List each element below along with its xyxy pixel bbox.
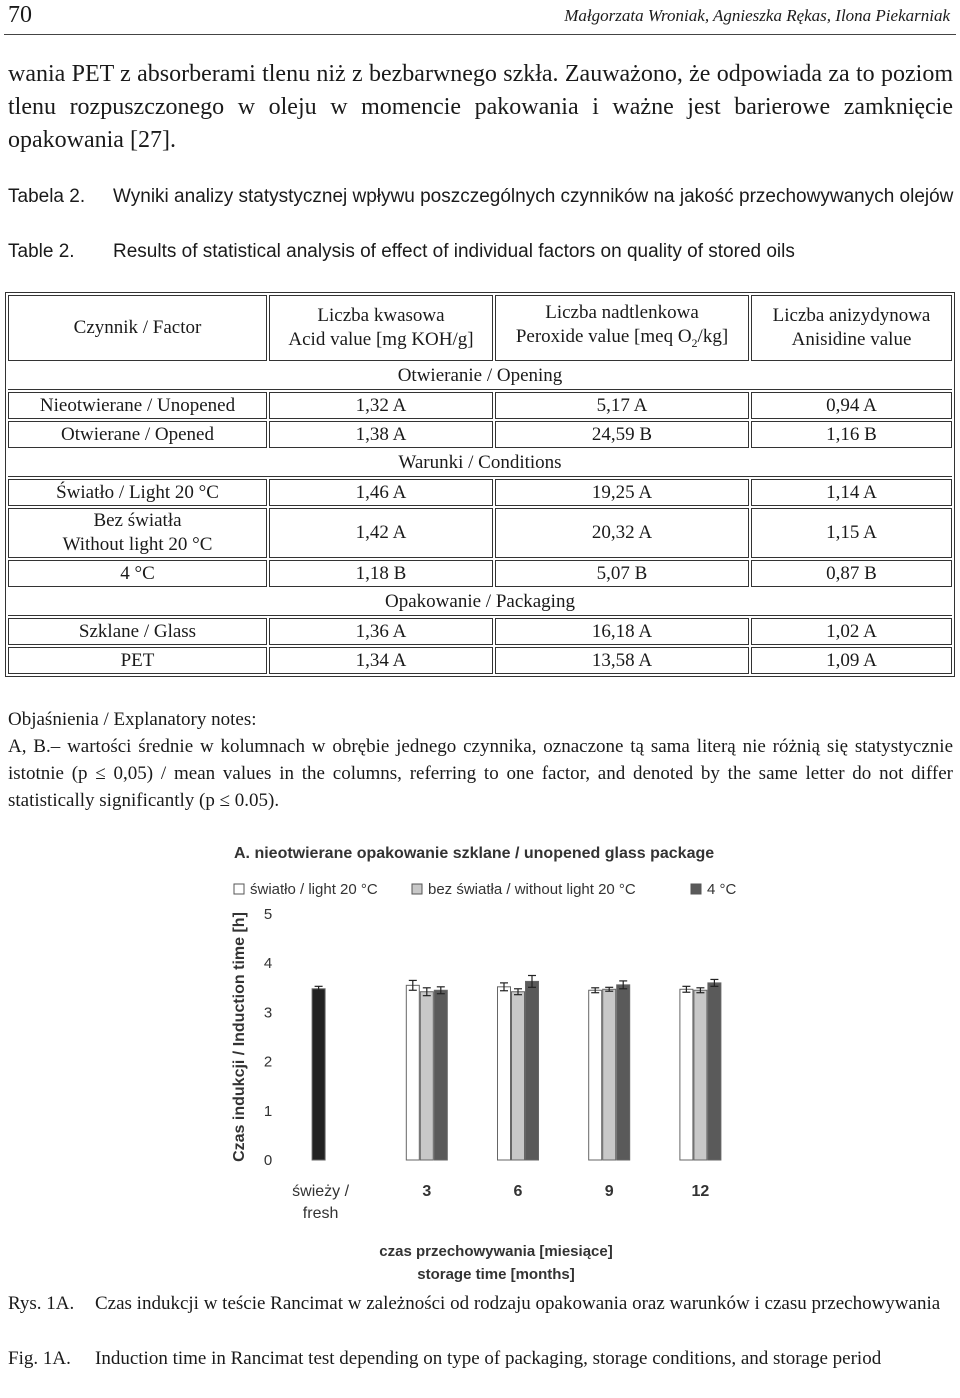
section-row [8, 589, 952, 616]
section-title: Warunki / Conditions [8, 450, 952, 477]
header-anisidine-pl: Liczba anizydynowa [772, 305, 931, 326]
cell-factor: Światło / Light 20 °C [8, 479, 267, 506]
header-rule [4, 34, 956, 35]
table-body [8, 363, 952, 674]
table-caption-pl-label: Tabela 2. [8, 186, 86, 207]
bar-dark [420, 992, 433, 1160]
cell-acid: 1,46 A [269, 479, 493, 506]
cell-factor: Nieotwierane / Unopened [8, 392, 267, 419]
legend-swatch [691, 884, 701, 894]
bar-fresh [312, 989, 325, 1160]
notes-title: Objaśnienia / Explanatory notes: [8, 709, 257, 730]
legend-swatch [234, 884, 244, 894]
bar-cold [434, 990, 447, 1160]
cell-factor: Otwierane / Opened [8, 421, 267, 448]
cell-acid: 1,18 B [269, 560, 493, 587]
cell-anisidine: 1,14 A [751, 479, 952, 506]
bar-dark [512, 992, 525, 1160]
bar-cold [617, 985, 630, 1160]
header-peroxide [495, 295, 749, 361]
figure-caption-en-label: Fig. 1A. [8, 1348, 71, 1369]
x-axis-label-pl: czas przechowywania [miesiące] [379, 1243, 613, 1260]
y-tick-label: 5 [263, 906, 273, 923]
cell-factor: 4 °C [8, 560, 267, 587]
table-caption-en-label: Table 2. [8, 241, 75, 262]
x-tick-label: 3 [422, 1183, 432, 1200]
section-row [8, 363, 952, 390]
cell-peroxide: 20,32 A [495, 508, 749, 558]
cell-peroxide: 19,25 A [495, 479, 749, 506]
cell-peroxide: 5,07 B [495, 560, 749, 587]
table-row [8, 421, 952, 448]
cell-factor: Bez światła Without light 20 °C [8, 508, 267, 558]
table-row [8, 647, 952, 674]
results-table [5, 292, 955, 677]
cell-peroxide: 16,18 A [495, 618, 749, 645]
x-tick-label: fresh [302, 1205, 339, 1222]
running-header-authors: Małgorzata Wroniak, Agnieszka Rękas, Ilona Piekarniak [564, 6, 950, 25]
header-acid [269, 295, 493, 361]
header-factor: Czynnik / Factor [8, 295, 267, 361]
header-anisidine [751, 295, 952, 361]
table-caption-pl-text: Wyniki analizy statystycznej wpływu poszczególnych czynników na jakość przechowywanych olejów [113, 186, 954, 207]
bar-cold [708, 983, 721, 1160]
header-acid-en: Acid value [mg KOH/g] [288, 329, 474, 350]
cell-anisidine: 1,16 B [751, 421, 952, 448]
cell-peroxide: 24,59 B [495, 421, 749, 448]
table-row [8, 392, 952, 419]
x-tick-label: świeży / [292, 1183, 350, 1200]
x-axis-label-en: storage time [months] [417, 1266, 575, 1283]
table-row [8, 479, 952, 506]
table-caption-en [8, 239, 956, 265]
figure-caption-en [8, 1345, 956, 1372]
cell-peroxide: 5,17 A [495, 392, 749, 419]
header-peroxide-pl: Liczba nadtlenkowa [545, 302, 699, 324]
cell-acid: 1,38 A [269, 421, 493, 448]
section-title: Otwieranie / Opening [8, 363, 952, 390]
cell-peroxide: 13,58 A [495, 647, 749, 674]
bar-dark [603, 989, 616, 1160]
table-caption-pl [8, 184, 956, 210]
table-caption-en-text: Results of statistical analysis of effect of individual factors on quality of stored oils [113, 241, 795, 262]
cell-anisidine: 0,87 B [751, 560, 952, 587]
y-tick-label: 3 [263, 1004, 273, 1022]
x-tick-label: 12 [691, 1183, 710, 1200]
cell-acid: 1,34 A [269, 647, 493, 674]
y-tick-label: 2 [263, 1053, 273, 1071]
induction-time-chart [216, 836, 776, 1286]
figure-caption-pl [8, 1290, 956, 1317]
cell-acid: 1,32 A [269, 392, 493, 419]
legend-label: światło / light 20 °C [250, 881, 378, 898]
cell-anisidine: 1,02 A [751, 618, 952, 645]
table-row [8, 560, 952, 587]
x-tick-label: 6 [513, 1183, 523, 1200]
figure-caption-pl-label: Rys. 1A. [8, 1293, 75, 1314]
header-anisidine-en: Anisidine value [791, 329, 912, 350]
chart-title: A. nieotwierane opakowanie szklane / unopened glass package [234, 845, 715, 862]
intro-paragraph: wania PET z absorberami tlenu niż z bezbarwnego szkła. Zauważono, że odpowiada za to poziom tlenu rozpuszczonego w oleju w momencie pakowania i ważne jest barierowe zamknięcie opakowania [27]. [8, 61, 953, 153]
header-acid-pl: Liczba kwasowa [317, 305, 445, 326]
y-tick-label: 1 [263, 1102, 273, 1120]
notes-text: A, B.– wartości średnie w kolumnach w obrębie jednego czynnika, oznaczone tą sama literą nie różnią się statystycznie istotnie (p ≤ 0,05) / mean values in the columns, referring to one factor, and denoted by the same letter do not differ statistically significantly (p ≤ 0.05). [8, 736, 953, 811]
bar-cold [526, 981, 539, 1160]
section-title: Opakowanie / Packaging [8, 589, 952, 616]
table-header-row [8, 295, 952, 361]
cell-factor: Szklane / Glass [8, 618, 267, 645]
cell-acid: 1,36 A [269, 618, 493, 645]
bar-light [589, 990, 602, 1160]
cell-anisidine: 1,15 A [751, 508, 952, 558]
y-axis-label: Czas indukcji / Induction time [h] [231, 912, 248, 1162]
bar-light [680, 989, 693, 1160]
cell-anisidine: 0,94 A [751, 392, 952, 419]
bar-light [406, 985, 419, 1160]
explanatory-notes [8, 706, 953, 814]
table-row [8, 618, 952, 645]
y-tick-label: 0 [263, 1152, 273, 1169]
y-tick-label: 4 [263, 955, 273, 973]
legend-label: bez światła / without light 20 °C [428, 881, 636, 898]
legend-swatch [412, 884, 422, 894]
section-row [8, 450, 952, 477]
cell-anisidine: 1,09 A [751, 647, 952, 674]
page-number: 70 [8, 2, 32, 28]
table-row [8, 508, 952, 558]
x-tick-label: 9 [604, 1183, 614, 1200]
figure-caption-pl-text: Czas indukcji w teście Rancimat w zależności od rodzaju opakowania oraz warunków i czasu przechowywania [95, 1293, 941, 1314]
header-peroxide-en: Peroxide value [meq $O_2/kg$] [515, 326, 729, 350]
bar-light [498, 987, 511, 1160]
cell-factor: PET [8, 647, 267, 674]
cell-acid: 1,42 A [269, 508, 493, 558]
legend-label: 4 °C [707, 881, 737, 898]
bar-dark [694, 990, 707, 1160]
figure-caption-en-text: Induction time in Rancimat test depending on type of packaging, storage conditions, and storage period [95, 1348, 882, 1369]
